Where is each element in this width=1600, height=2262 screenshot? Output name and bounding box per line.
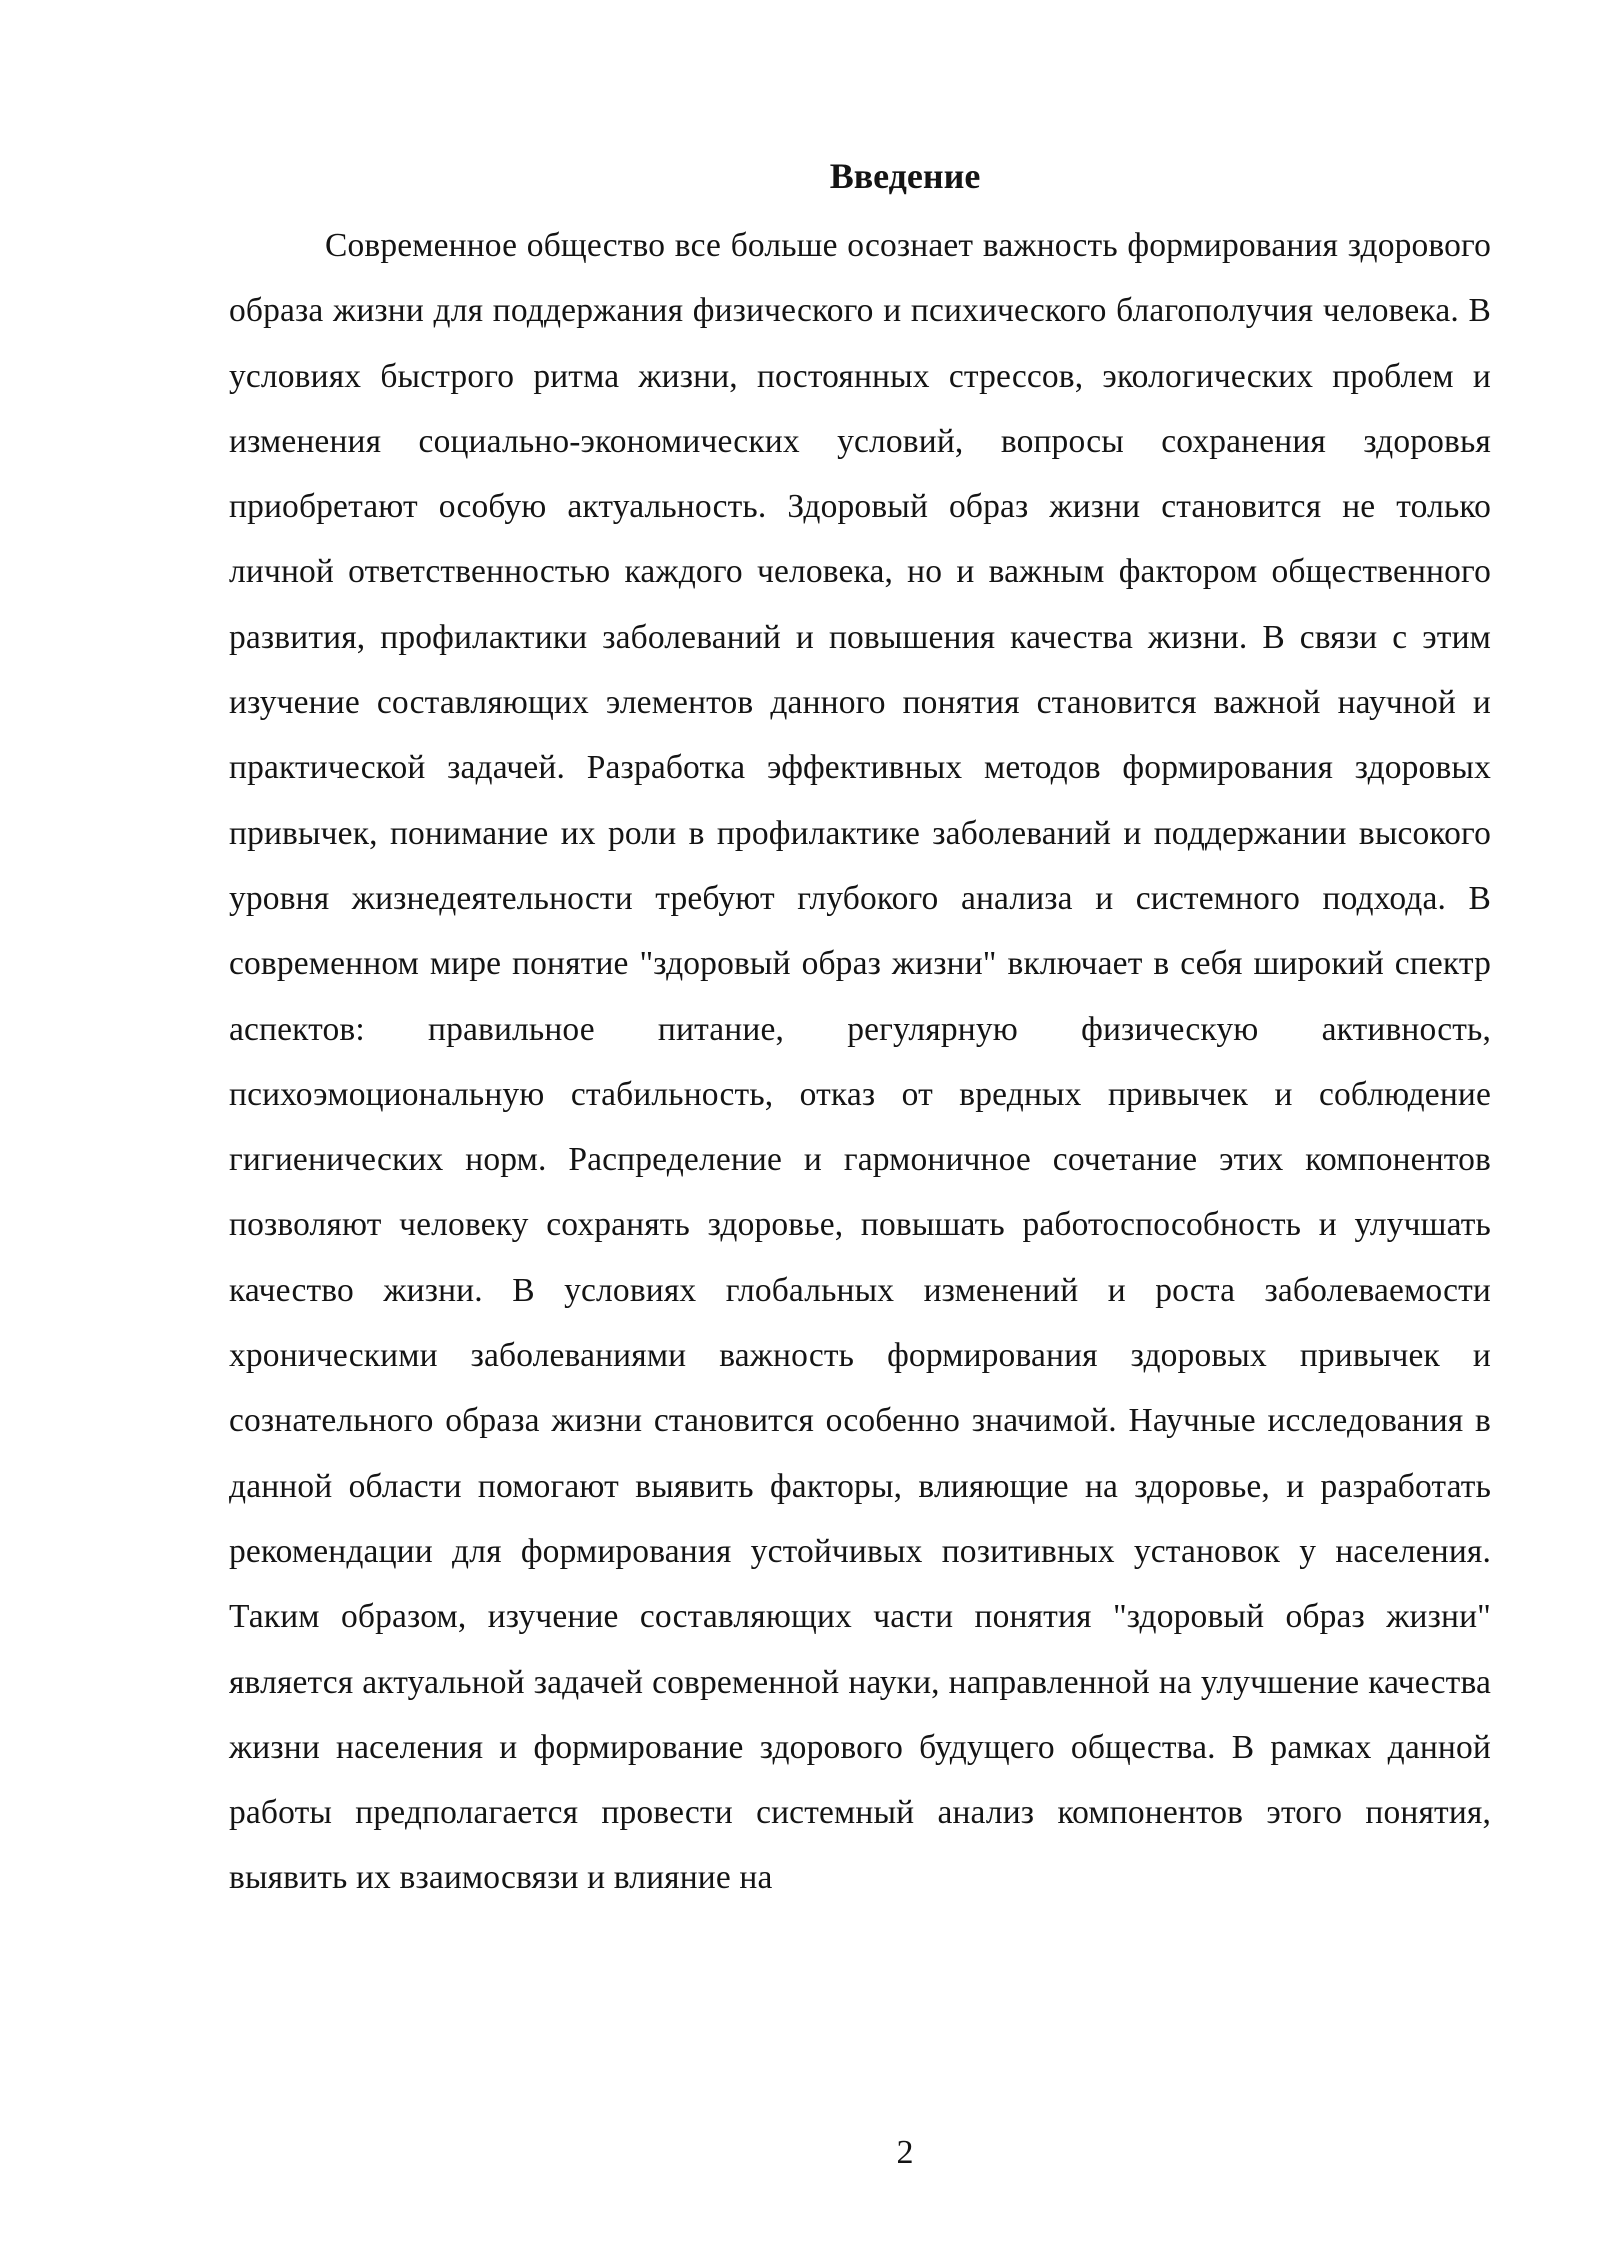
section-heading: Введение xyxy=(829,156,981,196)
introduction-paragraph: Современное общество все больше осознает важность формирования здорового образа жизни для поддержания физического и психического благополучия человека. В условиях быстрого ритма жизни, постоянных стрессов, экологических проблем и изменения социально-экономических условий, вопросы сохранения здоровья приобретают особую актуальность. Здоровый образ жизни становится не только личной ответственностью каждого человека, но и важным фактором общественного развития, профилактики заболеваний и повышения качества жизни. В связи с этим изучение составляющих элементов данного понятия становится важной научной и практической задачей. Разработка эффективных методов формирования здоровых привычек, понимание их роли в профилактике заболеваний и поддержании высокого уровня жизнедеятельности требуют глубокого анализа и системного подхода. В современном мире понятие "здоровый образ жизни" включает в себя широкий спектр аспектов: правильное питание, регулярную физическую активность, психоэмоциональную стабильность, отказ от вредных привычек и соблюдение гигиенических норм. Распределение и гармоничное сочетание этих компонентов позволяют человеку сохранять здоровье, повышать работоспособность и улучшать качество жизни. В условиях глобальных изменений и роста заболеваемости хроническими заболеваниями важность формирования здоровых привычек и сознательного образа жизни становится особенно значимой. Научные исследования в данной области помогают выявить факторы, влияющие на здоровье, и разработать рекомендации для формирования устойчивых позитивных установок у населения. Таким образом, изучение составляющих части понятия "здоровый образ жизни" является актуальной задачей современной науки, направленной на улучшение качества жизни населения и формирование здорового будущего общества. В рамках данной работы предполагается провести системный анализ компонентов этого понятия, выявить их взаимосвязи и влияние на xyxy=(229,227,1491,1897)
page-number: 2 xyxy=(896,2134,914,2171)
